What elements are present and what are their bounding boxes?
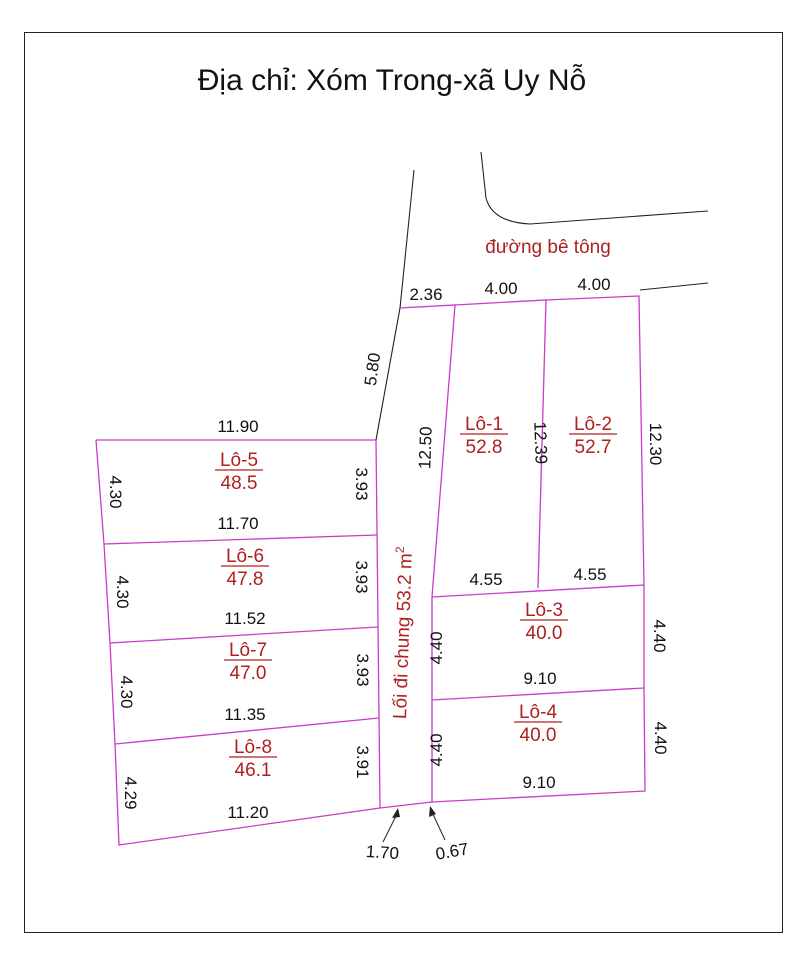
lot3-lot4-boundary	[432, 688, 644, 700]
dim-lot4-right: 4.40	[651, 721, 670, 755]
road-upper-edge	[481, 152, 708, 224]
arrow-0-67	[429, 806, 436, 817]
dim-lot5-bottom: 11.70	[217, 514, 259, 533]
lot-5-label	[215, 450, 263, 494]
road-lower-edge	[640, 283, 708, 290]
lot-7-label	[224, 640, 272, 684]
dim-1-70: 1.70	[365, 841, 400, 864]
dim-4-55-b: 4.55	[573, 565, 607, 584]
lot-3-area: 40.0	[525, 623, 563, 644]
dim-12-39: 12.39	[530, 421, 551, 465]
dim-lot7-left: 4.30	[117, 675, 136, 709]
road-label: đường bê tông	[485, 237, 611, 258]
common-path-sup: 2	[392, 546, 408, 554]
neighbor-boundary-line	[376, 170, 414, 440]
dim-lot8-bottom: 11.20	[227, 803, 269, 822]
dim-lot6-right: 3.93	[352, 560, 371, 594]
dim-lot3-bottom: 9.10	[523, 669, 557, 688]
dim-2-36: 2.36	[409, 285, 443, 304]
dim-lot3-left: 4.40	[427, 631, 446, 665]
lot-4-area: 40.0	[519, 725, 557, 746]
dim-lot3-right: 4.40	[650, 619, 669, 653]
lot-5-name: Lô-5	[219, 450, 259, 471]
lot-6-label	[221, 546, 269, 590]
lot-4-label	[514, 702, 562, 746]
lot-7-name: Lô-7	[228, 640, 268, 661]
lot-1-area: 52.8	[465, 437, 503, 458]
dim-lot4-bottom: 9.10	[522, 773, 556, 792]
lot-3-name: Lô-3	[524, 600, 564, 621]
lot-5-area: 48.5	[220, 473, 258, 494]
dim-12-50: 12.50	[415, 426, 436, 470]
dim-4-00-b: 4.00	[577, 275, 611, 294]
lot-8-area: 46.1	[234, 760, 272, 781]
dim-lot8-left: 4.29	[121, 776, 140, 810]
arrow-1-70	[392, 808, 400, 818]
dim-lot5-right: 3.93	[352, 467, 371, 501]
lot-2-area: 52.7	[574, 437, 612, 458]
lot-6-name: Lô-6	[225, 546, 265, 567]
lot-8-label	[229, 737, 277, 781]
dim-4-00-a: 4.00	[484, 279, 518, 298]
dim-5-80: 5.80	[360, 351, 385, 387]
lot-7-area: 47.0	[229, 663, 267, 684]
dim-4-55-a: 4.55	[469, 570, 503, 589]
lot-6-area: 47.8	[226, 569, 264, 590]
dim-lot5-top: 11.90	[217, 417, 259, 436]
page-title: Địa chỉ: Xóm Trong-xã Uy Nỗ	[197, 64, 587, 97]
lot-1-name: Lô-1	[464, 414, 504, 435]
lot-1-label	[460, 414, 508, 458]
dim-lot7-right: 3.93	[353, 653, 372, 687]
common-path-label	[387, 546, 417, 720]
lot-2-label	[569, 414, 617, 458]
dim-lot8-right: 3.91	[353, 745, 372, 779]
lot5-lot6-boundary	[104, 535, 377, 544]
dim-lot6-left: 4.30	[113, 575, 132, 609]
lot-2-name: Lô-2	[573, 414, 613, 435]
dim-lot7-bottom: 11.35	[224, 705, 266, 724]
dim-lot5-left: 4.30	[106, 475, 125, 509]
lot-8-name: Lô-8	[233, 737, 273, 758]
lot-3-label	[520, 600, 568, 644]
common-path-text: Lối đi chung 53.2 m	[389, 552, 417, 720]
dim-lot4-left: 4.40	[427, 733, 446, 767]
dim-0-67: 0.67	[434, 839, 470, 864]
lot-4-name: Lô-4	[518, 702, 558, 723]
dim-lot6-bottom: 11.52	[224, 609, 266, 628]
dim-12-30: 12.30	[646, 422, 665, 466]
